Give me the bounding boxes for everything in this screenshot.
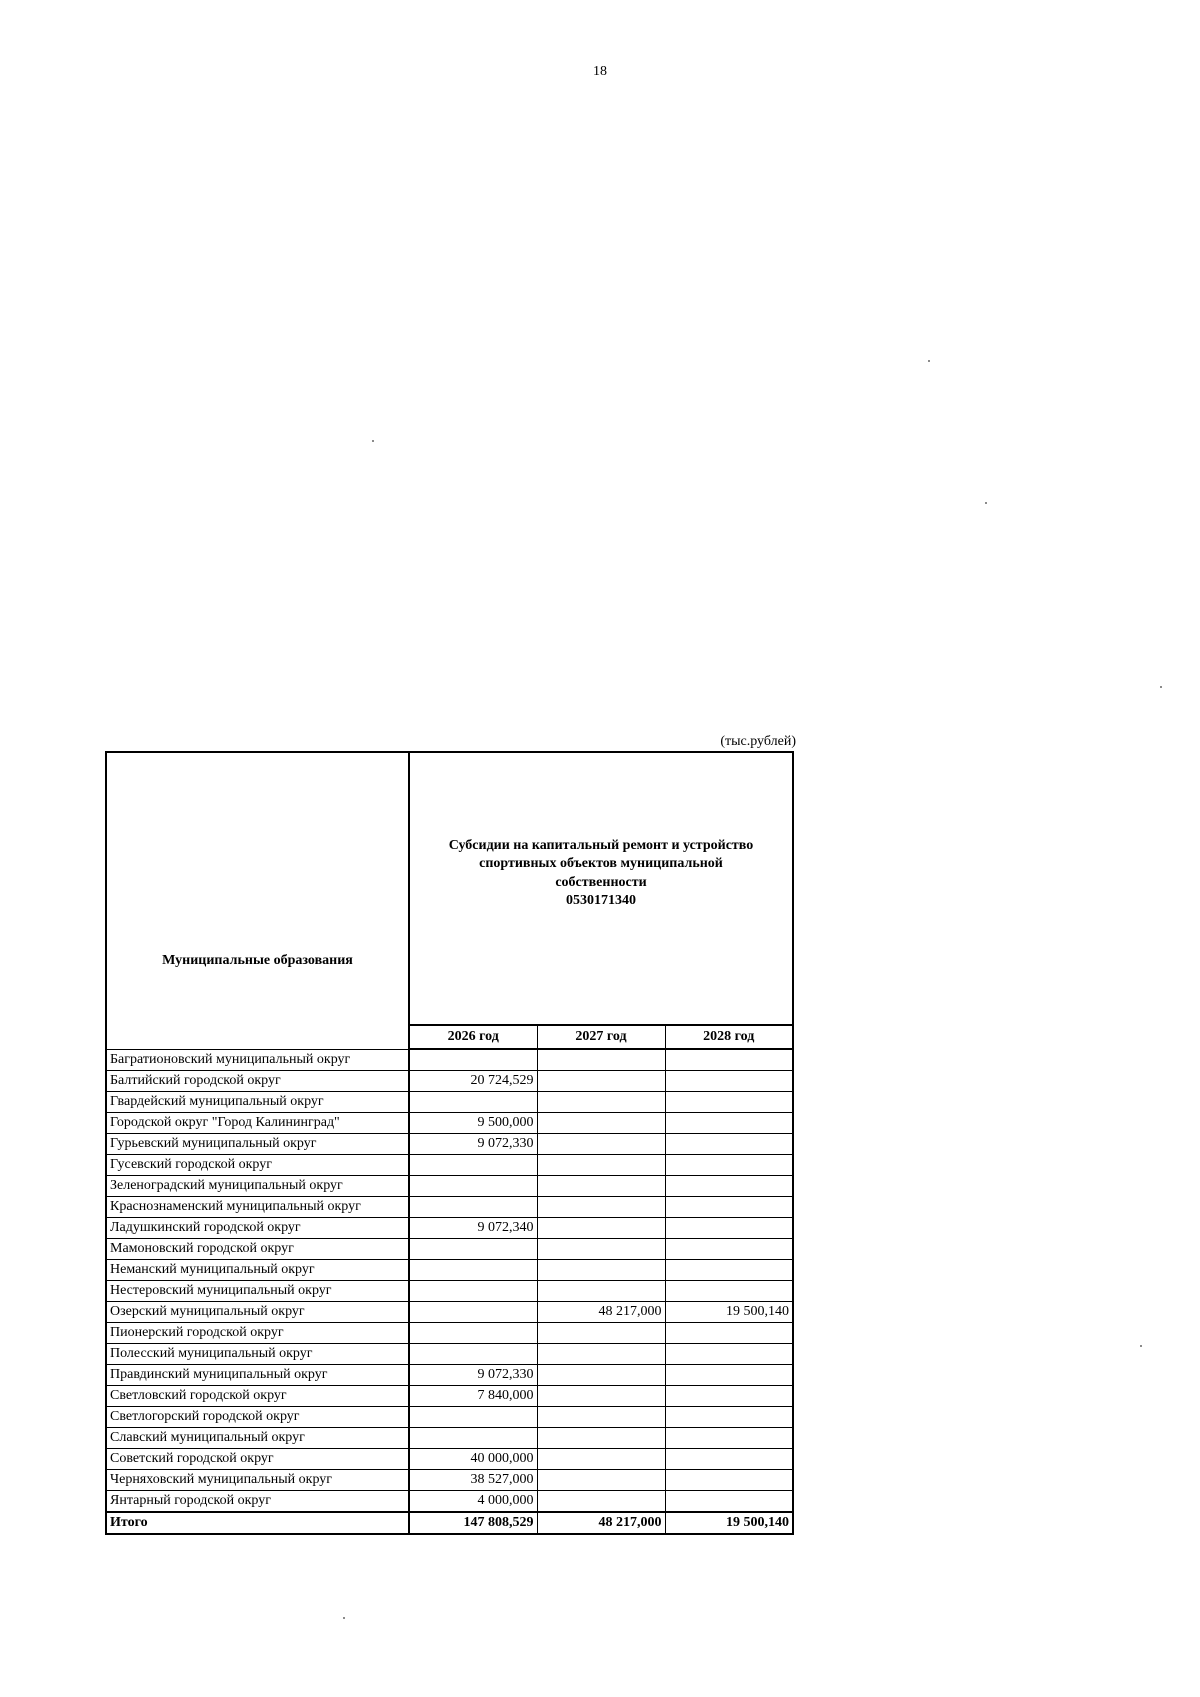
- value-2028: [665, 1239, 793, 1260]
- value-2028: [665, 1071, 793, 1092]
- table-row: [106, 1323, 793, 1344]
- table-row: [106, 1344, 793, 1365]
- value-2026: [409, 1281, 537, 1302]
- value-2026: 7 840,000: [409, 1386, 537, 1407]
- value-2027: [537, 1323, 665, 1344]
- table-row: [106, 1239, 793, 1260]
- municipality-name: Пионерский городской округ: [106, 1323, 409, 1344]
- value-2028: [665, 1113, 793, 1134]
- scan-speck: [343, 1617, 345, 1619]
- municipality-name: Советский городской округ: [106, 1449, 409, 1470]
- value-2026: [409, 1049, 537, 1071]
- value-2028: [665, 1407, 793, 1428]
- table-row: [106, 1260, 793, 1281]
- value-2027: [537, 1155, 665, 1176]
- table-row: [106, 1176, 793, 1197]
- scan-speck: [985, 502, 987, 504]
- municipality-name: Городской округ "Город Калининград": [106, 1113, 409, 1134]
- value-2028: [665, 1134, 793, 1155]
- value-2027: [537, 1176, 665, 1197]
- value-2026: 40 000,000: [409, 1449, 537, 1470]
- value-2027: [537, 1428, 665, 1449]
- scan-speck: [928, 360, 930, 362]
- total-row: [106, 1512, 793, 1534]
- value-2026: [409, 1323, 537, 1344]
- value-2026: [409, 1197, 537, 1218]
- table-row: [106, 1428, 793, 1449]
- year-2028-header: 2028 год: [665, 1025, 793, 1049]
- value-2026: [409, 1428, 537, 1449]
- value-2026: 9 500,000: [409, 1113, 537, 1134]
- subsidy-line-1: Субсидии на капитальный ремонт и устройство: [448, 838, 754, 854]
- subsidy-header: [409, 752, 793, 1025]
- municipalities-header: Муниципальные образования: [106, 752, 409, 1049]
- value-2027: [537, 1113, 665, 1134]
- value-2026: 9 072,340: [409, 1218, 537, 1239]
- year-2026-header: 2026 год: [409, 1025, 537, 1049]
- table-row: [106, 1386, 793, 1407]
- table-row: [106, 1071, 793, 1092]
- value-2028: [665, 1218, 793, 1239]
- table-row: [106, 1113, 793, 1134]
- total-label: Итого: [106, 1512, 409, 1534]
- table-row: [106, 1155, 793, 1176]
- municipality-name: Зеленоградский муниципальный округ: [106, 1176, 409, 1197]
- value-2027: [537, 1386, 665, 1407]
- value-2026: [409, 1260, 537, 1281]
- value-2028: [665, 1428, 793, 1449]
- value-2028: [665, 1386, 793, 1407]
- municipality-name: Черняховский муниципальный округ: [106, 1470, 409, 1491]
- value-2026: [409, 1344, 537, 1365]
- value-2027: [537, 1344, 665, 1365]
- table-row: [106, 1281, 793, 1302]
- value-2026: [409, 1176, 537, 1197]
- subsidy-table: [105, 751, 794, 1535]
- table-row: [106, 1092, 793, 1113]
- value-2028: [665, 1449, 793, 1470]
- value-2028: [665, 1470, 793, 1491]
- value-2028: [665, 1260, 793, 1281]
- value-2028: [665, 1049, 793, 1071]
- scan-speck: [1160, 686, 1162, 688]
- municipality-name: Озерский муниципальный округ: [106, 1302, 409, 1323]
- value-2026: [409, 1407, 537, 1428]
- table-row: [106, 1302, 793, 1323]
- municipality-name: Ладушкинский городской округ: [106, 1218, 409, 1239]
- value-2027: [537, 1071, 665, 1092]
- municipality-name: Янтарный городской округ: [106, 1491, 409, 1513]
- value-2028: [665, 1092, 793, 1113]
- value-2027: [537, 1449, 665, 1470]
- value-2027: [537, 1197, 665, 1218]
- value-2026: 4 000,000: [409, 1491, 537, 1513]
- table-row: [106, 1491, 793, 1513]
- municipality-name: Светловский городской округ: [106, 1386, 409, 1407]
- value-2027: [537, 1218, 665, 1239]
- table-row: [106, 1365, 793, 1386]
- municipality-name: Неманский муниципальный округ: [106, 1260, 409, 1281]
- value-2028: [665, 1281, 793, 1302]
- municipality-name: Гусевский городской округ: [106, 1155, 409, 1176]
- total-2028: 19 500,140: [665, 1512, 793, 1534]
- subsidy-line-2: спортивных объектов муниципальной: [479, 856, 723, 872]
- municipality-name: Мамоновский городской округ: [106, 1239, 409, 1260]
- value-2027: [537, 1260, 665, 1281]
- municipality-name: Гвардейский муниципальный округ: [106, 1092, 409, 1113]
- municipality-name: Нестеровский муниципальный округ: [106, 1281, 409, 1302]
- municipality-name: Багратионовский муниципальный округ: [106, 1049, 409, 1071]
- value-2028: [665, 1491, 793, 1513]
- subsidy-line-3: собственности: [555, 874, 647, 890]
- value-2028: 19 500,140: [665, 1302, 793, 1323]
- value-2026: [409, 1092, 537, 1113]
- table-row: [106, 1197, 793, 1218]
- municipality-name: Правдинский муниципальный округ: [106, 1365, 409, 1386]
- value-2028: [665, 1344, 793, 1365]
- scan-speck: [372, 440, 374, 442]
- table-row: [106, 1218, 793, 1239]
- value-2028: [665, 1323, 793, 1344]
- value-2027: [537, 1092, 665, 1113]
- municipality-name: Краснознаменский муниципальный округ: [106, 1197, 409, 1218]
- table-row: [106, 1449, 793, 1470]
- value-2026: 38 527,000: [409, 1470, 537, 1491]
- value-2028: [665, 1197, 793, 1218]
- municipality-name: Славский муниципальный округ: [106, 1428, 409, 1449]
- value-2026: 9 072,330: [409, 1365, 537, 1386]
- value-2026: [409, 1239, 537, 1260]
- table-row: [106, 1407, 793, 1428]
- value-2027: [537, 1470, 665, 1491]
- value-2027: [537, 1134, 665, 1155]
- value-2027: [537, 1049, 665, 1071]
- value-2027: [537, 1491, 665, 1513]
- value-2027: [537, 1281, 665, 1302]
- value-2027: [537, 1239, 665, 1260]
- units-label: (тыс.рублей): [720, 734, 796, 749]
- value-2028: [665, 1176, 793, 1197]
- value-2027: 48 217,000: [537, 1302, 665, 1323]
- total-2026: 147 808,529: [409, 1512, 537, 1534]
- scan-speck: [1140, 1345, 1142, 1347]
- year-2027-header: 2027 год: [537, 1025, 665, 1049]
- table-row: [106, 1049, 793, 1071]
- value-2028: [665, 1155, 793, 1176]
- value-2026: [409, 1302, 537, 1323]
- value-2028: [665, 1365, 793, 1386]
- table-body: [106, 1049, 793, 1534]
- value-2026: 9 072,330: [409, 1134, 537, 1155]
- subsidy-code: 0530171340: [566, 892, 636, 908]
- value-2026: [409, 1155, 537, 1176]
- table-row: [106, 1134, 793, 1155]
- table-row: [106, 1470, 793, 1491]
- value-2027: [537, 1365, 665, 1386]
- page-number: 18: [593, 64, 607, 79]
- municipality-name: Полесский муниципальный округ: [106, 1344, 409, 1365]
- value-2026: 20 724,529: [409, 1071, 537, 1092]
- municipality-name: Балтийский городской округ: [106, 1071, 409, 1092]
- total-2027: 48 217,000: [537, 1512, 665, 1534]
- municipality-name: Гурьевский муниципальный округ: [106, 1134, 409, 1155]
- value-2027: [537, 1407, 665, 1428]
- municipality-name: Светлогорский городской округ: [106, 1407, 409, 1428]
